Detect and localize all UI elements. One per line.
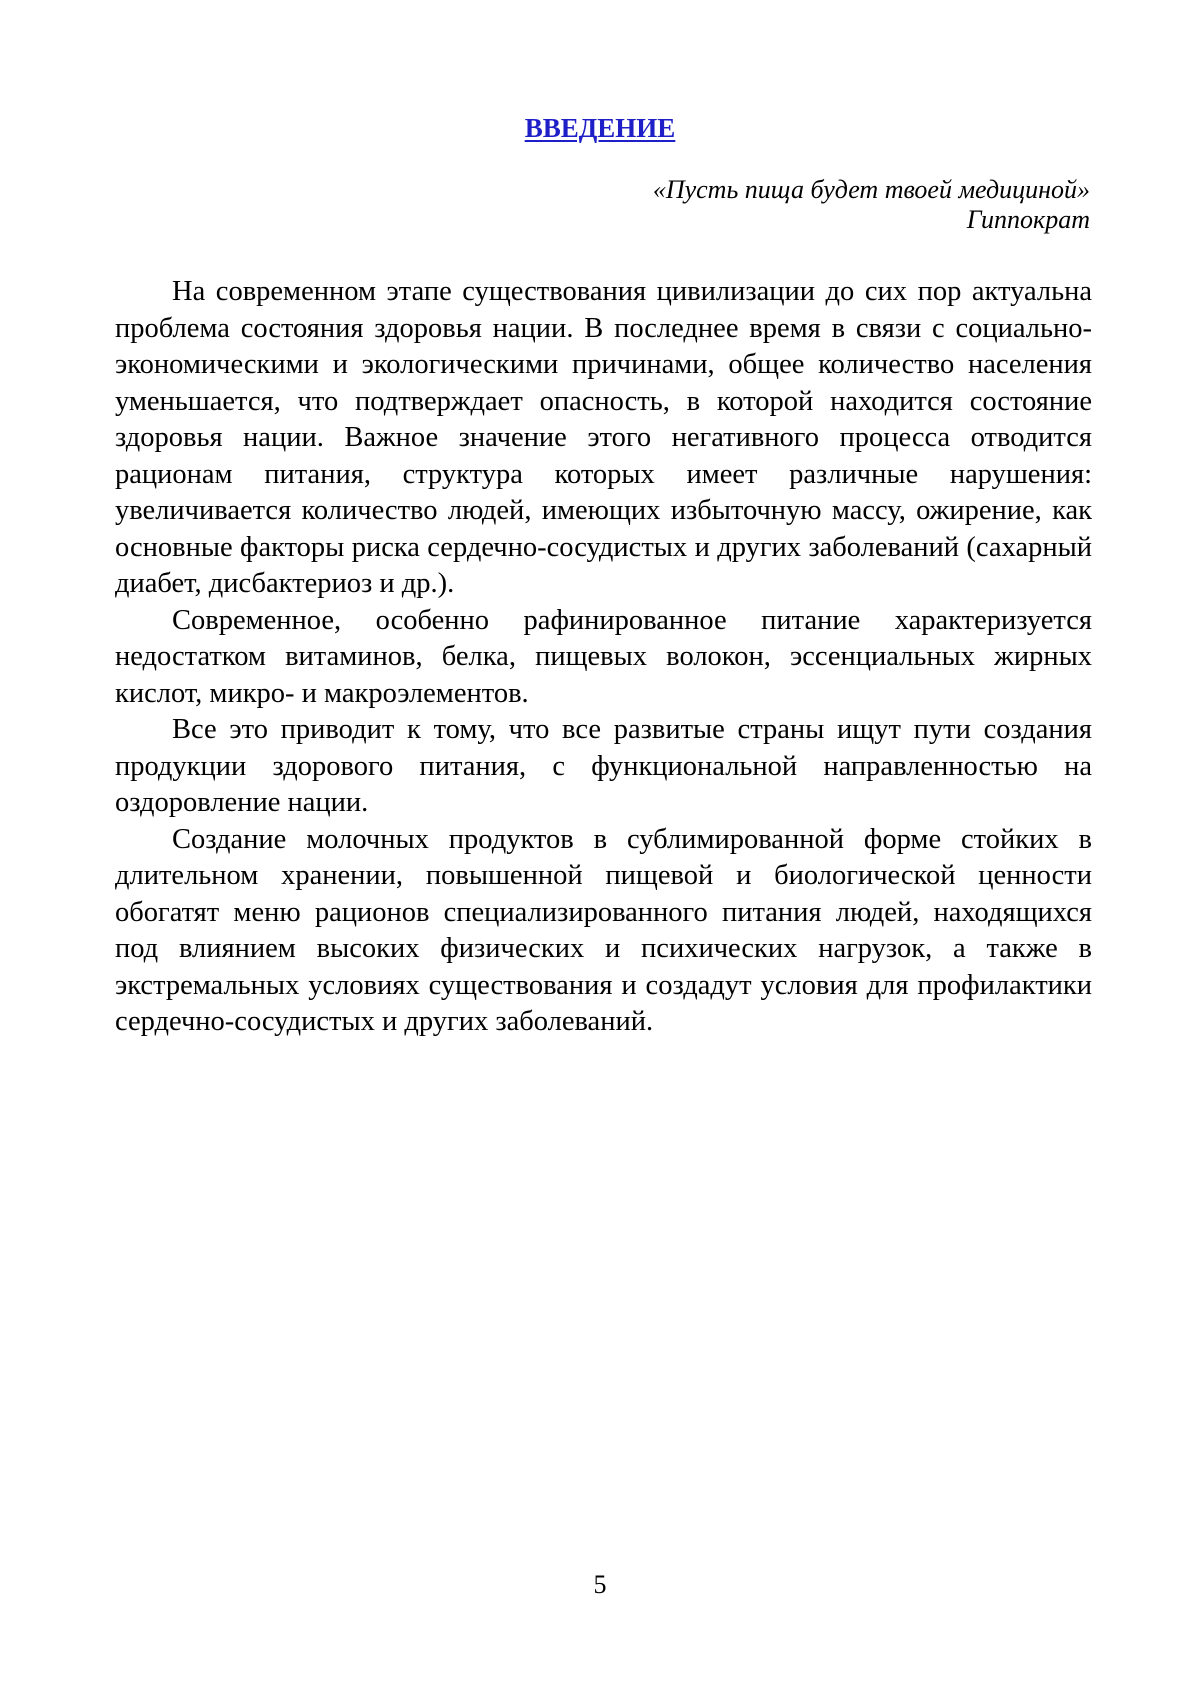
paragraph-4: Создание молочных продуктов в сублимированной форме стойких в длительном хранении, повышенной пищевой и биологической ценности обогатят меню рационов специализированного питания людей, находящихся под влиянием высоких физических и психических нагрузок, а также в экстремальных условиях существования и создадут условия для профилактики сердечно-сосудистых и других заболеваний.: [115, 823, 1092, 1037]
page-title: [0, 110, 1200, 146]
paragraph-2: Современное, особенно рафинированное питание характеризуется недостатком витаминов, белка, пищевых волокон, эссенциальных жирных кислот, микро- и макроэлементов.: [115, 604, 1092, 709]
heading-link[interactable]: ВВЕДЕНИЕ: [524, 113, 676, 143]
epigraph-quote: «Пусть пища будет твоей медициной»: [652, 175, 1090, 204]
epigraph: [390, 175, 1090, 235]
paragraph-3: Все это приводит к тому, что все развитые страны ищут пути создания продукции здорового питания, с функциональной направленностью на оздоровление нации.: [115, 714, 1092, 818]
page-number: 5: [593, 1570, 607, 1599]
body-text: [115, 274, 1092, 1041]
paragraph-1: На современном этапе существования цивилизации до сих пор актуальна проблема состояния здоровья нации. В последнее время в связи с социально-экономическими и экологическими причинами, общее количество населения уменьшается, что подтверждает опасность, в которой находится состояние здоровья нации. Важное значение этого негативного процесса отводится рационам питания, структура которых имеет различные нарушения: увеличивается количество людей, имеющих избыточную массу, ожирение, как основные факторы риска сердечно-сосудистых и других заболеваний (сахарный диабет, дисбактериоз и др.).: [115, 276, 1092, 599]
epigraph-author: Гиппократ: [966, 205, 1090, 234]
